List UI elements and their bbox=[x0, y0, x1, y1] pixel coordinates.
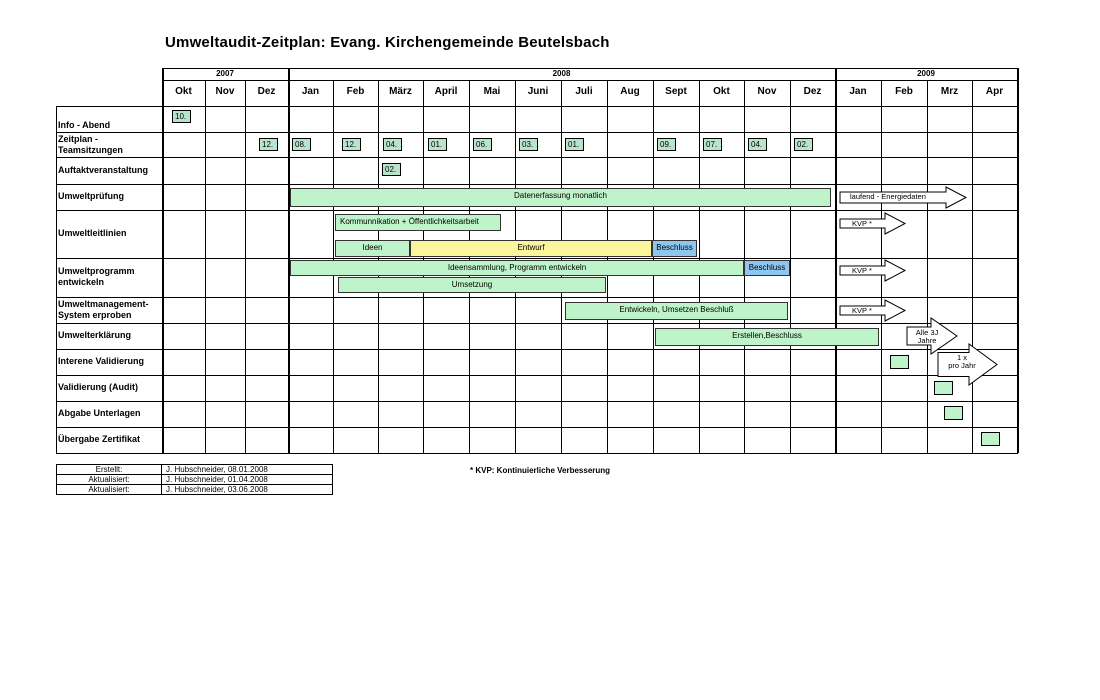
info-row bbox=[57, 485, 333, 495]
grid-line bbox=[56, 375, 1018, 376]
revision-info-table bbox=[56, 464, 333, 495]
info-key: Aktualisiert: bbox=[57, 485, 162, 495]
month-label: Mrz bbox=[940, 86, 959, 97]
month-label: Feb bbox=[895, 86, 913, 97]
grid-line bbox=[56, 210, 1018, 211]
gantt-bar-entwurf: Entwurf bbox=[410, 240, 652, 257]
month-label: Sept bbox=[665, 86, 687, 97]
gantt-bar-beschluss_programm: Beschluss bbox=[744, 260, 790, 276]
grid-line bbox=[56, 427, 1018, 428]
meeting-date-chip: 12. bbox=[259, 138, 278, 151]
meeting-date-chip: 10. bbox=[172, 110, 191, 123]
meeting-date-chip: 02. bbox=[382, 163, 401, 176]
gantt-bar-kommunikation: Kommunnikation + Öffentlichkeitsarbeit bbox=[335, 214, 501, 231]
meeting-date-chip: 04. bbox=[383, 138, 402, 151]
gantt-bar-ideensammlung: Ideensammlung, Programm entwickeln bbox=[290, 260, 744, 276]
info-value: J. Hubschneider, 03.06.2008 bbox=[162, 485, 333, 495]
grid-line bbox=[56, 106, 1018, 107]
month-label: Okt bbox=[713, 86, 730, 97]
row-label: Validierung (Audit) bbox=[58, 382, 138, 392]
meeting-date-chip: 02. bbox=[794, 138, 813, 151]
arrow-label: KVP * bbox=[852, 266, 872, 275]
month-label: Feb bbox=[346, 86, 365, 97]
row-label: Interene Validierung bbox=[58, 356, 145, 366]
meeting-date-chip: 01. bbox=[565, 138, 584, 151]
kvp-footnote: * KVP: Kontinuierliche Verbesserung bbox=[470, 466, 611, 475]
page-title: Umweltaudit-Zeitplan: Evang. Kirchengemeinde Beutelsbach bbox=[165, 34, 610, 51]
grid-line bbox=[162, 80, 1018, 81]
month-label: Juni bbox=[527, 86, 549, 97]
year-label: 2008 bbox=[552, 69, 571, 78]
grid-line bbox=[1017, 80, 1018, 453]
grid-line bbox=[56, 349, 1018, 350]
month-label: Aug bbox=[620, 86, 640, 97]
submission-square bbox=[944, 406, 963, 420]
row-label: Umweltleitlinien bbox=[58, 228, 127, 238]
row-label: Umwelterklärung bbox=[58, 330, 132, 340]
grid-line bbox=[790, 80, 791, 453]
row-label: Übergabe Zertifikat bbox=[58, 434, 141, 444]
month-label: Apr bbox=[985, 86, 1004, 97]
arrow-kvp_leitlinien bbox=[840, 213, 905, 234]
grid-line bbox=[162, 80, 163, 453]
meeting-date-chip: 12. bbox=[342, 138, 361, 151]
grid-line bbox=[56, 323, 1018, 324]
grid-line bbox=[56, 184, 1018, 185]
gantt-bar-umsetzung: Umsetzung bbox=[338, 277, 606, 293]
grid-line bbox=[56, 157, 1018, 158]
month-label: Dez bbox=[257, 86, 276, 97]
grid-line bbox=[56, 132, 1018, 133]
meeting-date-chip: 01. bbox=[428, 138, 447, 151]
month-label: Jan bbox=[849, 86, 867, 97]
month-label: Jan bbox=[301, 86, 320, 97]
gantt-bar-beschluss_leitlinien: Beschluss bbox=[652, 240, 697, 257]
arrow-shape bbox=[840, 300, 905, 321]
meeting-date-chip: 04. bbox=[748, 138, 767, 151]
month-label: Nov bbox=[757, 86, 777, 97]
meeting-date-chip: 08. bbox=[292, 138, 311, 151]
gantt-bar-erstellen: Erstellen,Beschluss bbox=[655, 328, 879, 346]
arrow-laufend bbox=[840, 187, 966, 208]
meeting-date-chip: 07. bbox=[703, 138, 722, 151]
meeting-date-chip: 09. bbox=[657, 138, 676, 151]
info-key: Erstellt: bbox=[57, 465, 162, 475]
month-label: März bbox=[389, 86, 412, 97]
gantt-bar-datenerfassung: Datenerfassung monatlich bbox=[290, 188, 831, 207]
certificate-square bbox=[981, 432, 1000, 446]
arrow-label: KVP * bbox=[852, 306, 872, 315]
info-row bbox=[57, 465, 333, 475]
info-value: J. Hubschneider, 01.04.2008 bbox=[162, 475, 333, 485]
info-key: Aktualisiert: bbox=[57, 475, 162, 485]
grid-line bbox=[835, 80, 836, 453]
month-label: Mai bbox=[483, 86, 501, 97]
grid-line bbox=[972, 80, 973, 453]
arrow-shape bbox=[840, 260, 905, 281]
grid-line bbox=[288, 80, 289, 453]
arrow-kvp_programm bbox=[840, 260, 905, 281]
month-label: Juli bbox=[575, 86, 593, 97]
row-label: Zeitplan - Teamsitzungen bbox=[58, 134, 123, 155]
validation-square bbox=[890, 355, 909, 369]
info-row bbox=[57, 475, 333, 485]
row-label: Umweltmanagement- System erproben bbox=[58, 298, 149, 320]
grid-line bbox=[56, 453, 1018, 454]
year-label: 2009 bbox=[917, 69, 935, 78]
info-value: J. Hubschneider, 08.01.2008 bbox=[162, 465, 333, 475]
arrow-pro_jahr bbox=[938, 344, 997, 385]
arrow-kvp_system bbox=[840, 300, 905, 321]
grid-line bbox=[56, 258, 1018, 259]
row-label: Auftaktveranstaltung bbox=[58, 164, 149, 175]
meeting-date-chip: 03. bbox=[519, 138, 538, 151]
row-label: Umweltprogramm entwickeln bbox=[58, 266, 135, 287]
month-label: Nov bbox=[215, 86, 235, 97]
meeting-date-chip: 06. bbox=[473, 138, 492, 151]
row-label: Umweltprüfung bbox=[58, 191, 124, 201]
grid-line bbox=[56, 297, 1018, 298]
arrow-label: KVP * bbox=[852, 219, 872, 228]
gantt-bar-entwickeln_umsetzen: Entwickeln, Umsetzen Beschluß bbox=[565, 302, 788, 320]
row-label: Info - Abend bbox=[58, 120, 111, 130]
arrow-label: 1 x pro Jahr bbox=[948, 353, 976, 370]
arrow-label: laufend - Energiedaten bbox=[850, 192, 926, 201]
gantt-bar-ideen: Ideen bbox=[335, 240, 410, 257]
grid-line bbox=[56, 401, 1018, 402]
grid-line bbox=[205, 80, 206, 453]
grid-line bbox=[927, 80, 928, 453]
arrow-shape bbox=[840, 213, 905, 234]
grid-line bbox=[245, 80, 246, 453]
row-label: Abgabe Unterlagen bbox=[58, 408, 141, 418]
month-label: Dez bbox=[803, 86, 822, 97]
arrow-label: Alle 3J Jahre bbox=[915, 328, 939, 345]
year-label: 2007 bbox=[216, 69, 234, 78]
month-label: Okt bbox=[175, 86, 192, 97]
month-label: April bbox=[434, 86, 458, 97]
